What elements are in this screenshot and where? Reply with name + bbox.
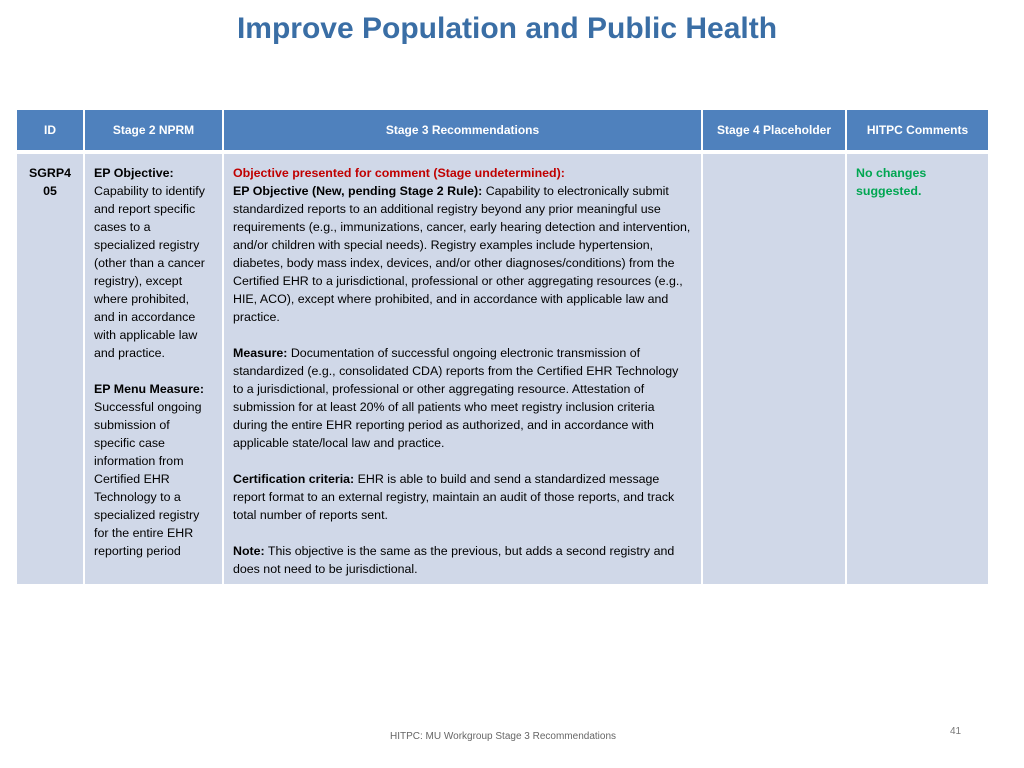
recommendations-table <box>17 110 990 586</box>
stage2-cell <box>85 154 224 586</box>
stage2-measure-text: Successful ongoing submission of specific case information from Certified EHR Technology to a specialized registry for the entire EHR reporting period <box>94 400 202 558</box>
stage3-cell <box>224 154 703 586</box>
stage3-note-text: This objective is the same as the previous, but adds a second registry and does not need to be jurisdictional. <box>233 544 675 576</box>
stage3-measure-label: Measure: <box>233 346 288 360</box>
stage3-note-label: Note: <box>233 544 265 558</box>
stage3-objective-text: Capability to electronically submit standardized reports to an additional registry beyond any prior meaningful use requirements (e.g., immunizations, cancer, early hearing detection and intervention, and/or children with special needs). Registry examples include hypertension, diabetes, body mass index, devices, and/or other diagnoses/conditions) from the Certified EHR to a jurisdictional, professional or other aggregating resources (e.g., HIE, ACO), except where prohibited, and in accordance with applicable law and practice. <box>233 184 691 324</box>
header-stage4-placeholder: Stage 4 Placeholder <box>703 110 847 152</box>
hitpc-comment-text: No changes suggested. <box>856 166 927 198</box>
page-number: 41 <box>950 726 962 737</box>
header-id: ID <box>17 110 85 152</box>
stage2-objective-label: EP Objective: <box>94 166 174 180</box>
stage4-cell <box>703 154 847 586</box>
header-stage3-recommendations: Stage 3 Recommendations <box>224 110 703 152</box>
table-row <box>17 154 990 586</box>
header-hitpc-comments: HITPC Comments <box>847 110 990 152</box>
hitpc-comment-cell <box>847 154 990 586</box>
stage3-objective-label: EP Objective (New, pending Stage 2 Rule): <box>233 184 483 198</box>
slide-title: Improve Population and Public Health <box>236 12 778 45</box>
row-id-text: SGRP405 <box>28 166 71 198</box>
table-header-row <box>17 110 990 152</box>
stage3-cert-label: Certification criteria: <box>233 472 355 486</box>
header-stage2-nprm: Stage 2 NPRM <box>85 110 224 152</box>
stage3-cert-text: EHR is able to build and send a standardized message report format to an external registry, maintain an audit of those reports, and track total number of reports sent. <box>233 472 675 522</box>
stage3-comment-heading: Objective presented for comment (Stage undetermined): <box>233 166 565 180</box>
stage2-measure-label: EP Menu Measure: <box>94 382 204 396</box>
slide-footer: HITPC: MU Workgroup Stage 3 Recommendations <box>389 731 616 742</box>
stage2-objective-text: Capability to identify and report specific cases to a specialized registry (other than a cancer registry), except where prohibited, and in accordance with applicable law and practice. <box>94 184 205 360</box>
stage3-measure-text: Documentation of successful ongoing electronic transmission of standardized (e.g., consolidated CDA) reports from the Certified EHR Technology to a jurisdictional, professional or other aggregating resource. Attestation of submission for at least 20% of all patients who meet registry inclusion criteria during the entire EHR reporting period as authorized, and in accordance with applicable state/local law and practice. <box>233 346 679 450</box>
row-id <box>17 154 85 586</box>
